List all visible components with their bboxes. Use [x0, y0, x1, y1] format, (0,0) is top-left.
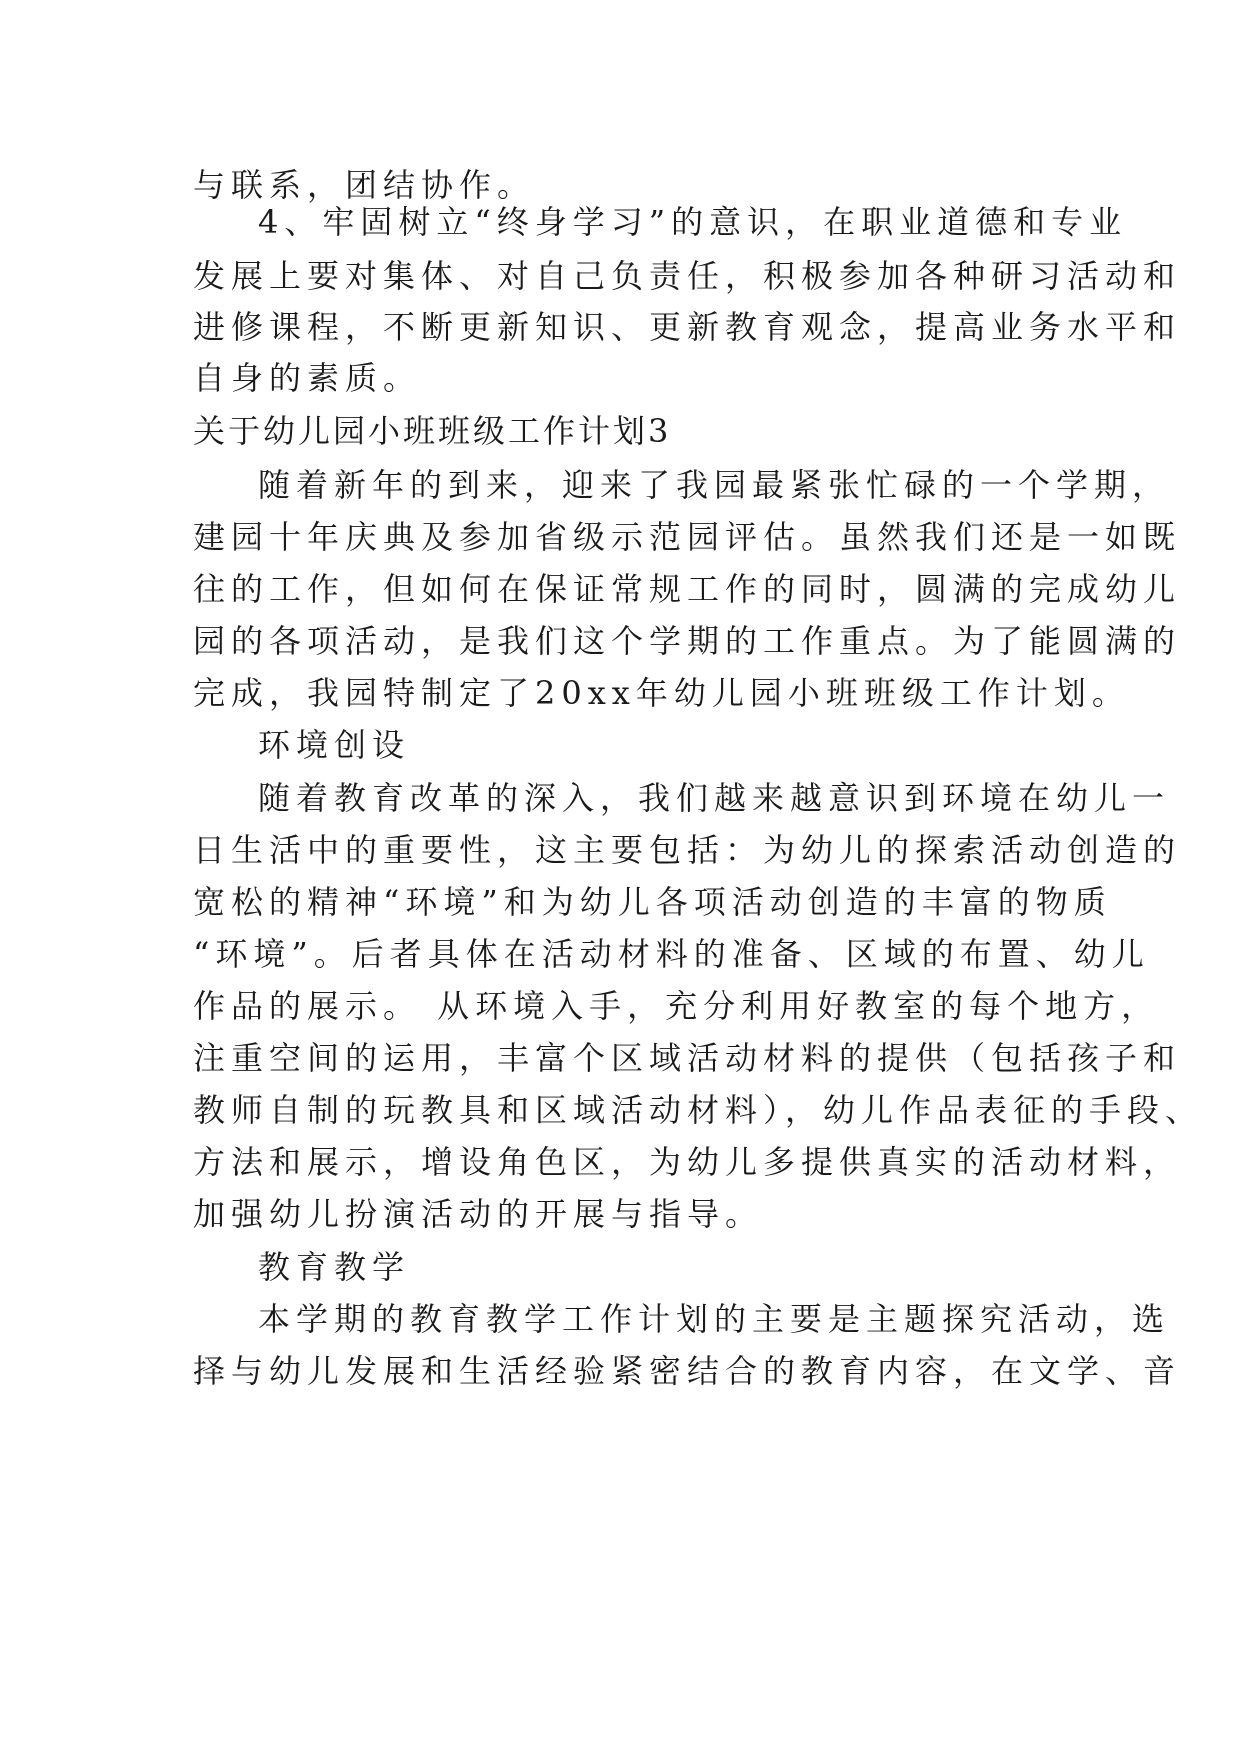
subsection-heading: 环境创设 [258, 726, 411, 764]
body-text-line: 教师自制的玩教具和区域活动材料），幼儿作品表征的手段、 [193, 1091, 1204, 1129]
body-text-line: 园的各项活动，是我们这个学期的工作重点。为了能圆满的 [193, 622, 1182, 660]
subsection-heading: 教育教学 [258, 1248, 411, 1286]
body-text-line: 方法和展示，增设角色区，为幼儿多提供真实的活动材料， [193, 1143, 1182, 1181]
body-text-line: 择与幼儿发展和生活经验紧密结合的教育内容，在文学、音 [193, 1352, 1182, 1390]
body-text-line: 本学期的教育教学工作计划的主要是主题探究活动，选 [258, 1300, 1171, 1338]
body-text-line: 作品的展示。 从环境入手，充分利用好教室的每个地方， [193, 987, 1160, 1025]
section-title: 关于幼儿园小班班级工作计划3 [193, 412, 672, 450]
body-text-line: 自身的素质。 [193, 359, 422, 397]
body-text-line: 注重空间的运用，丰富个区域活动材料的提供（包括孩子和 [193, 1039, 1182, 1077]
body-text-line: 随着教育改革的深入，我们越来越意识到环境在幼儿一 [258, 779, 1171, 817]
body-text-line: 随着新年的到来，迎来了我园最紧张忙碌的一个学期， [258, 466, 1171, 504]
body-text-line: 往的工作，但如何在保证常规工作的同时，圆满的完成幼儿 [193, 570, 1182, 608]
body-text-line: 加强幼儿扮演活动的开展与指导。 [193, 1195, 764, 1233]
body-text-line: 与联系，团结协作。 [193, 166, 536, 204]
body-text-line: 进修课程，不断更新知识、更新教育观念，提高业务水平和 [193, 308, 1182, 346]
body-text-line: “环境”。后者具体在活动材料的准备、区域的布置、幼儿 [193, 935, 1150, 973]
body-text-line: 日生活中的重要性，这主要包括：为幼儿的探索活动创造的 [193, 831, 1182, 869]
body-text-line: 发展上要对集体、对自己负责任，积极参加各种研习活动和 [193, 257, 1182, 295]
body-text-line: 完成，我园特制定了20xx年幼儿园小班班级工作计划。 [193, 674, 1130, 712]
body-text-line: 建园十年庆典及参加省级示范园评估。虽然我们还是一如既 [193, 518, 1182, 556]
body-text-line: 4、牢固树立“终身学习”的意识，在职业道德和专业 [258, 203, 1128, 241]
body-text-line: 宽松的精神“环境”和为幼儿各项活动创造的丰富的物质 [193, 883, 1112, 921]
